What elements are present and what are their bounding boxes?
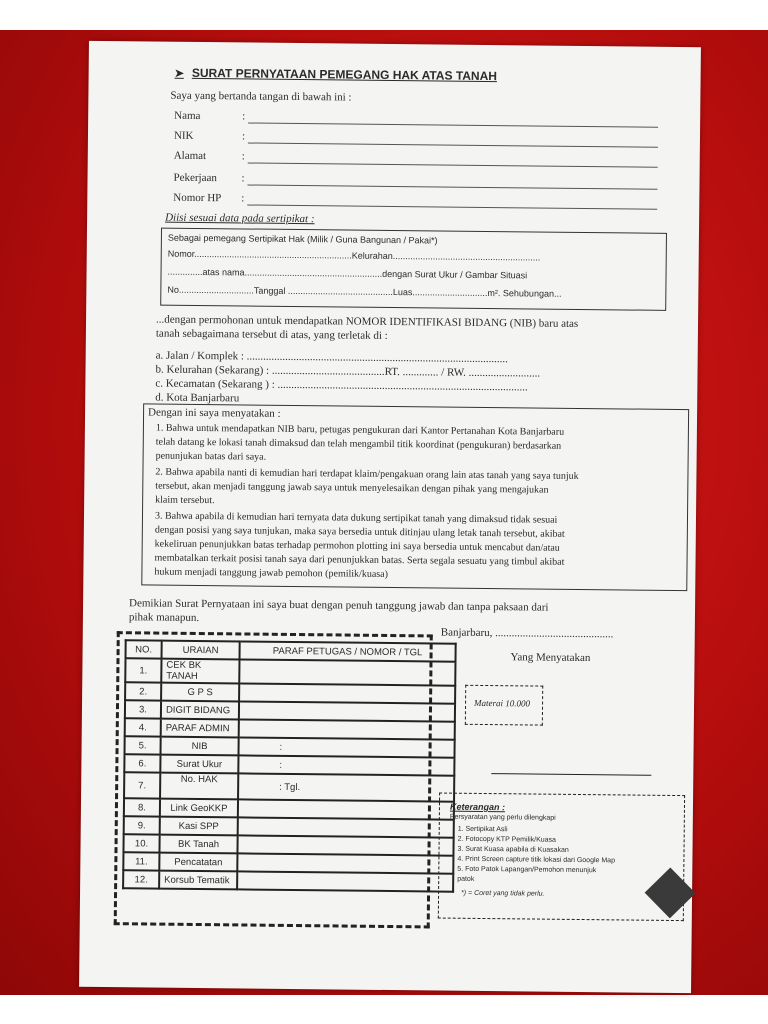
closing-line: Demikian Surat Pernyataan ini saya buat dengan penuh tanggung jawab dan tanpa paksaan dari [129, 597, 549, 614]
notes-item: 5. Foto Patok Lapangan/Pemohon menunjuk [457, 865, 597, 875]
notes-footnote: *) = Coret yang tidak perlu. [461, 889, 545, 898]
declare-line: tersebut, akan menjadi tanggung jawab saya untuk menyelesaikan dengan pihak yang mengajukan [155, 480, 549, 496]
row-paraf [239, 683, 455, 703]
table-row [125, 658, 455, 685]
location-line: d. Kota Banjarbaru [155, 391, 240, 405]
field-line-pekerjaan [247, 184, 657, 189]
declare-line: hukum menjadi tanggung jawab pemohon (pemilik/kuasa) [154, 566, 389, 580]
notes-item: 2. Fotocopy KTP Pemilik/Kuasa [457, 835, 556, 844]
row-paraf [237, 853, 453, 873]
declare-heading: Dengan ini saya menyatakan : [148, 406, 281, 420]
row-paraf [238, 799, 454, 819]
checklist-table [122, 639, 457, 892]
row-number: 1. [125, 658, 161, 682]
row-number: 11. [123, 852, 159, 870]
row-paraf [237, 871, 453, 891]
notes-item: patok [457, 875, 475, 883]
location-line: c. Kecamatan (Sekarang ) : ........................................................................................... [155, 377, 528, 394]
field-label-nomor-hp: Nomor HP [173, 191, 222, 205]
field-line-nama [248, 122, 658, 127]
box-line: Nomor...............................................................Kelurahan........................................................... [167, 248, 541, 263]
declare-line: dengan posisi yang saya tunjukan, maka saya bersedia untuk ditinjau ulang letak tanah tersebut, akibat [154, 524, 565, 540]
row-number: 8. [124, 798, 160, 816]
row-uraian: Link GeoKKP [160, 799, 238, 818]
row-uraian: G P S [161, 683, 239, 702]
table-row [123, 870, 453, 891]
request-line: ...dengan permohonan untuk mendapatkan NOMOR IDENTIFIKASI BIDANG (NIB) baru atas [155, 313, 579, 330]
table-header: URAIAN [162, 641, 240, 660]
declare-line: 3. Bahwa apabila di kemudian hari ternyata data dukung sertipikat tanah yang dimaksud tidak sesuai [154, 510, 558, 526]
row-uraian: BK Tanah [159, 835, 237, 854]
field-label-nik: NIK [173, 129, 194, 142]
place-date: Banjarbaru, ........................................... [440, 626, 614, 641]
colon: : [242, 110, 246, 123]
row-paraf: : Tgl. [238, 773, 454, 801]
row-number: 10. [123, 834, 159, 852]
notes-box [438, 793, 685, 922]
row-number: 2. [125, 682, 161, 700]
sertifikat-note: Diisi sesuai data pada sertipikat : [165, 211, 315, 226]
row-uraian: CEK BK TANAH [161, 659, 239, 684]
row-paraf [239, 719, 455, 739]
document-page [79, 41, 701, 993]
notes-item: 4. Print Screen capture titik lokasi dari Google Map [457, 855, 616, 865]
row-number: 3. [125, 700, 161, 718]
notes-sub: Persyaratan yang perlu dilengkapi [449, 813, 556, 822]
row-uraian: Korsub Tematik [159, 871, 237, 890]
signatory-label: Yang Menyatakan [510, 651, 591, 665]
row-number: 5. [125, 736, 161, 754]
field-label-pekerjaan: Pekerjaan [173, 171, 217, 185]
row-number: 9. [124, 816, 160, 834]
closing-line: pihak manapun. [128, 611, 200, 625]
row-number: 7. [124, 772, 160, 798]
table-header: NO. [126, 640, 162, 658]
title-text: SURAT PERNYATAAN PEMEGANG HAK ATAS TANAH [191, 65, 498, 84]
location-line: b. Kelurahan (Sekarang) : .........................................RT. ............. / RW. .......................... [155, 363, 541, 380]
declare-line: 1. Bahwa untuk mendapatkan NIB baru, petugas pengukuran dari Kantor Pertanahan Kota Banjarbaru [155, 422, 565, 438]
request-line: tanah sebagaimana tersebut di atas, yang terletak di : [155, 327, 388, 342]
signature-line [491, 773, 651, 776]
declare-line: telah datang ke lokasi tanah dimaksud dan telah mengambil titik koordinat (pengukuran) berdasarkan [155, 436, 562, 452]
declare-line: klaim tersebut. [155, 494, 215, 507]
row-uraian: Pencatatan [159, 853, 237, 872]
colon: : [241, 130, 246, 143]
materai-box [465, 685, 543, 726]
box-line: No..............................Tanggal ..........................................Luas..............................m². Sehubungan... [167, 284, 562, 299]
notes-heading: Keterangan : [449, 801, 506, 813]
row-paraf: : [238, 755, 454, 775]
location-line: a. Jalan / Komplek : ............................................................................................... [155, 349, 509, 366]
row-paraf: : [238, 737, 454, 757]
box-line: Sebagai pemegang Sertipikat Hak (Milik / Guna Bangunan / Pakai*) [167, 232, 438, 246]
row-paraf [238, 817, 454, 837]
row-uraian: NIB [160, 737, 238, 756]
document-title [175, 66, 497, 83]
field-label-alamat: Alamat [173, 149, 207, 163]
declare-line: membatalkan terkait posisi tanah saya dari penunjukkan batas. Serta segala sesuatu yang timbul akibat [154, 552, 565, 568]
row-uraian: PARAF ADMIN [161, 719, 239, 738]
row-paraf [239, 659, 455, 685]
notes-item: 3. Surat Kuasa apabila di Kuasakan [457, 845, 569, 854]
declaration-box [141, 403, 689, 591]
notes-item: 1. Sertipikat Asli [457, 825, 508, 834]
colon: : [241, 150, 245, 163]
row-paraf [239, 701, 455, 721]
row-uraian: No. HAK [160, 773, 238, 800]
colon: : [241, 192, 245, 205]
sertifikat-box [160, 228, 667, 311]
row-uraian: DIGIT BIDANG [161, 701, 239, 720]
field-line-nik [248, 142, 658, 147]
field-line-nomor-hp [247, 204, 657, 209]
materai-label: Materai 10.000 [474, 697, 531, 709]
row-uraian: Surat Ukur [160, 755, 238, 774]
field-line-alamat [248, 162, 658, 167]
row-paraf [237, 835, 453, 855]
row-number: 6. [124, 754, 160, 772]
row-number: 4. [125, 718, 161, 736]
box-line: ..............atas nama.......................................................dengan Surat Ukur / Gambar Situasi [167, 266, 528, 281]
table-header: PARAF PETUGAS / NOMOR / TGL [240, 641, 456, 661]
declare-line: kekeliruan penunjukkan batas terhadap permohon plotting ini saya bersedia untuk mencabut dan/atau [154, 538, 560, 554]
field-label-nama: Nama [174, 109, 201, 122]
table-row [124, 772, 454, 801]
colon: : [241, 172, 245, 185]
arrow-bullet-icon: ➤ [174, 67, 184, 80]
intro-text: Saya yang bertanda tangan di bawah ini : [170, 89, 352, 104]
row-uraian: Kasi SPP [160, 817, 238, 836]
declare-line: 2. Bahwa apabila nanti di kemudian hari terdapat klaim/pengakuan orang lain atas tanah yang saya tunjuk [155, 466, 579, 482]
row-number: 12. [123, 870, 159, 888]
declare-line: penunjukan batas dari saya. [155, 450, 267, 463]
